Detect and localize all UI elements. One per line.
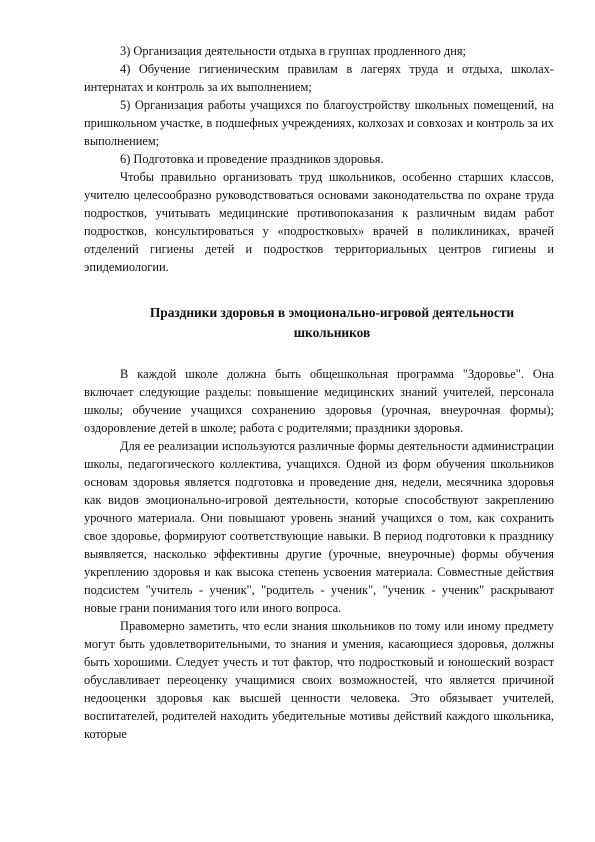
- list-item-5: 5) Организация работы учащихся по благоустройству школьных помещений, на пришкольном участке, в подшефных учреждениях, колхозах и совхозах и контроль за их выполнением;: [84, 98, 554, 148]
- body-paragraph-1: В каждой школе должна быть общешкольная программа "Здоровье". Она включает следующие разделы: повышение медицинских знаний учителей, персонала школы; обучение учащихся сохранению здоровья (урочная, внеурочная формы); оздоровление детей в школе; работа с родителями; праздники здоровья.: [84, 367, 554, 435]
- document-page: [84, 42, 554, 743]
- list-item-3: 3) Организация деятельности отдыха в группах продленного дня;: [120, 44, 466, 58]
- list-item-4: 4) Обучение гигиеническим правилам в лагерях труда и отдыха, школах-интернатах и контроль за их выполнением;: [84, 62, 554, 94]
- list-item-6: 6) Подготовка и проведение праздников здоровья.: [120, 152, 384, 166]
- labor-paragraph: Чтобы правильно организовать труд школьников, особенно старших классов, учителю целесообразно руководствоваться основами законодательства по охране труда подростков, учитывать медицинские противопоказания к различным видам работ подростков, консультироваться у «подростковых» врачей в поликлиниках, врачей отделений гигиены детей и подростков территориальных центров гигиены и эпидемиологии.: [84, 170, 554, 274]
- section-title: Праздники здоровья в эмоционально-игровой деятельности школьников: [149, 305, 515, 340]
- spacer: [84, 343, 554, 365]
- body-paragraph-2: Для ее реализации используются различные формы деятельности администрации школы, педагогического коллектива, учащихся. Одной из форм обучения школьников основам здоровья является подготовка и проведение дня, недели, месячника здоровья как видов эмоционально-игровой деятельности, которые способствуют закреплению урочного материала. Они повышают уровень знаний учащихся о том, как сохранить свое здоровье, формируют соответствующие навыки. В период подготовки к празднику выявляется, насколько эффективны другие (урочные, внеурочные) формы обучения укреплению здоровья и как высока степень усвоения материала. Совместные действия подсистем "учитель - ученик", "родитель - ученик", "ученик - ученик" раскрывают новые грани понимания того или иного вопроса.: [84, 439, 554, 615]
- body-paragraph-3: Правомерно заметить, что если знания школьников по тому или иному предмету могут быть удовлетворительными, то знания и умения, касающиеся здоровья, должны быть хорошими. Следует учесть и тот фактор, что подростковый и юношеский возраст обуславливает переоценку учащимися своих возможностей, что является причиной недооценки здоровья как высшей ценности человека. Это обязывает учителей, воспитателей, родителей находить убедительные мотивы действий каждого школьника, которые: [84, 619, 554, 741]
